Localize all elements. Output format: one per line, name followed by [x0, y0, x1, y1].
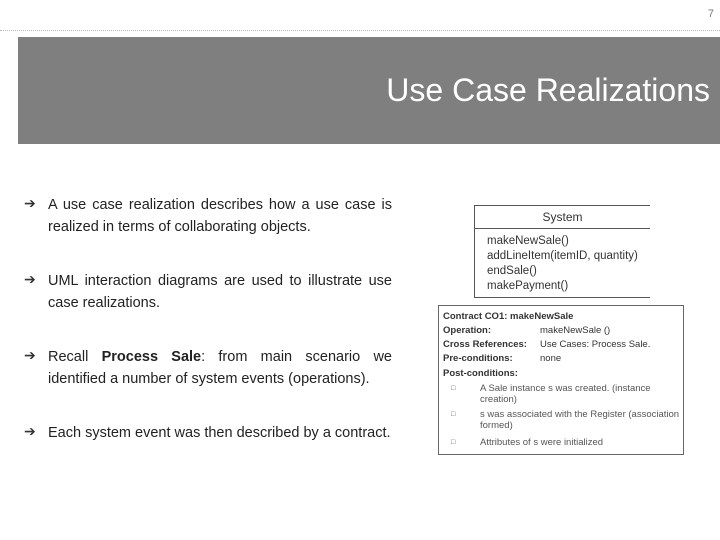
system-operation: addLineItem(itemID, quantity) — [487, 250, 638, 262]
system-title: System — [475, 205, 650, 229]
system-box — [474, 205, 650, 298]
cross-references-value: Use Cases: Process Sale. — [540, 339, 651, 350]
square-bullet-icon: □ — [451, 385, 456, 392]
system-operations — [475, 229, 650, 294]
square-bullet-icon: □ — [451, 411, 456, 418]
square-bullet-icon: □ — [451, 439, 456, 446]
pre-conditions-value: none — [540, 353, 562, 364]
bullet-emphasis: Process Sale — [101, 349, 202, 365]
contract-box — [438, 305, 684, 455]
post-conditions-label: Post-conditions: — [443, 368, 518, 379]
bullet-text — [48, 346, 392, 390]
bullet-text: A use case realization describes how a use case is realized in terms of collaborating objects. — [48, 197, 392, 235]
cross-references-label: Cross References: — [443, 339, 527, 350]
header-divider — [0, 30, 720, 31]
post-condition-text: Attributes of s were initialized — [480, 437, 604, 448]
bullet-prefix: Recall — [48, 349, 102, 365]
operation-value: makeNewSale () — [540, 325, 611, 336]
contract-heading: Contract CO1: makeNewSale — [443, 311, 574, 322]
post-condition-text: A Sale instance s was created. (instance creation) — [480, 383, 651, 405]
right-arrow-icon: ➔ — [24, 195, 36, 211]
bullet-text: UML interaction diagrams are used to illustrate use case realizations. — [48, 273, 392, 311]
post-condition-text: s was associated with the Register (association formed) — [480, 409, 680, 431]
operation-label: Operation: — [443, 325, 492, 336]
system-operation: makeNewSale() — [487, 235, 569, 247]
system-operation: makePayment() — [487, 280, 569, 292]
right-arrow-icon: ➔ — [24, 271, 36, 287]
right-arrow-icon: ➔ — [24, 423, 36, 439]
system-operation: endSale() — [487, 265, 537, 277]
page-number: 7 — [707, 8, 714, 20]
slide-title: Use Case Realizations — [386, 72, 710, 108]
bullet-suffix: : from main scenario we identified a number of system events (operations). — [48, 349, 392, 387]
right-arrow-icon: ➔ — [24, 347, 36, 363]
bullet-text: Each system event was then described by a contract. — [48, 425, 391, 441]
pre-conditions-label: Pre-conditions: — [443, 353, 513, 364]
